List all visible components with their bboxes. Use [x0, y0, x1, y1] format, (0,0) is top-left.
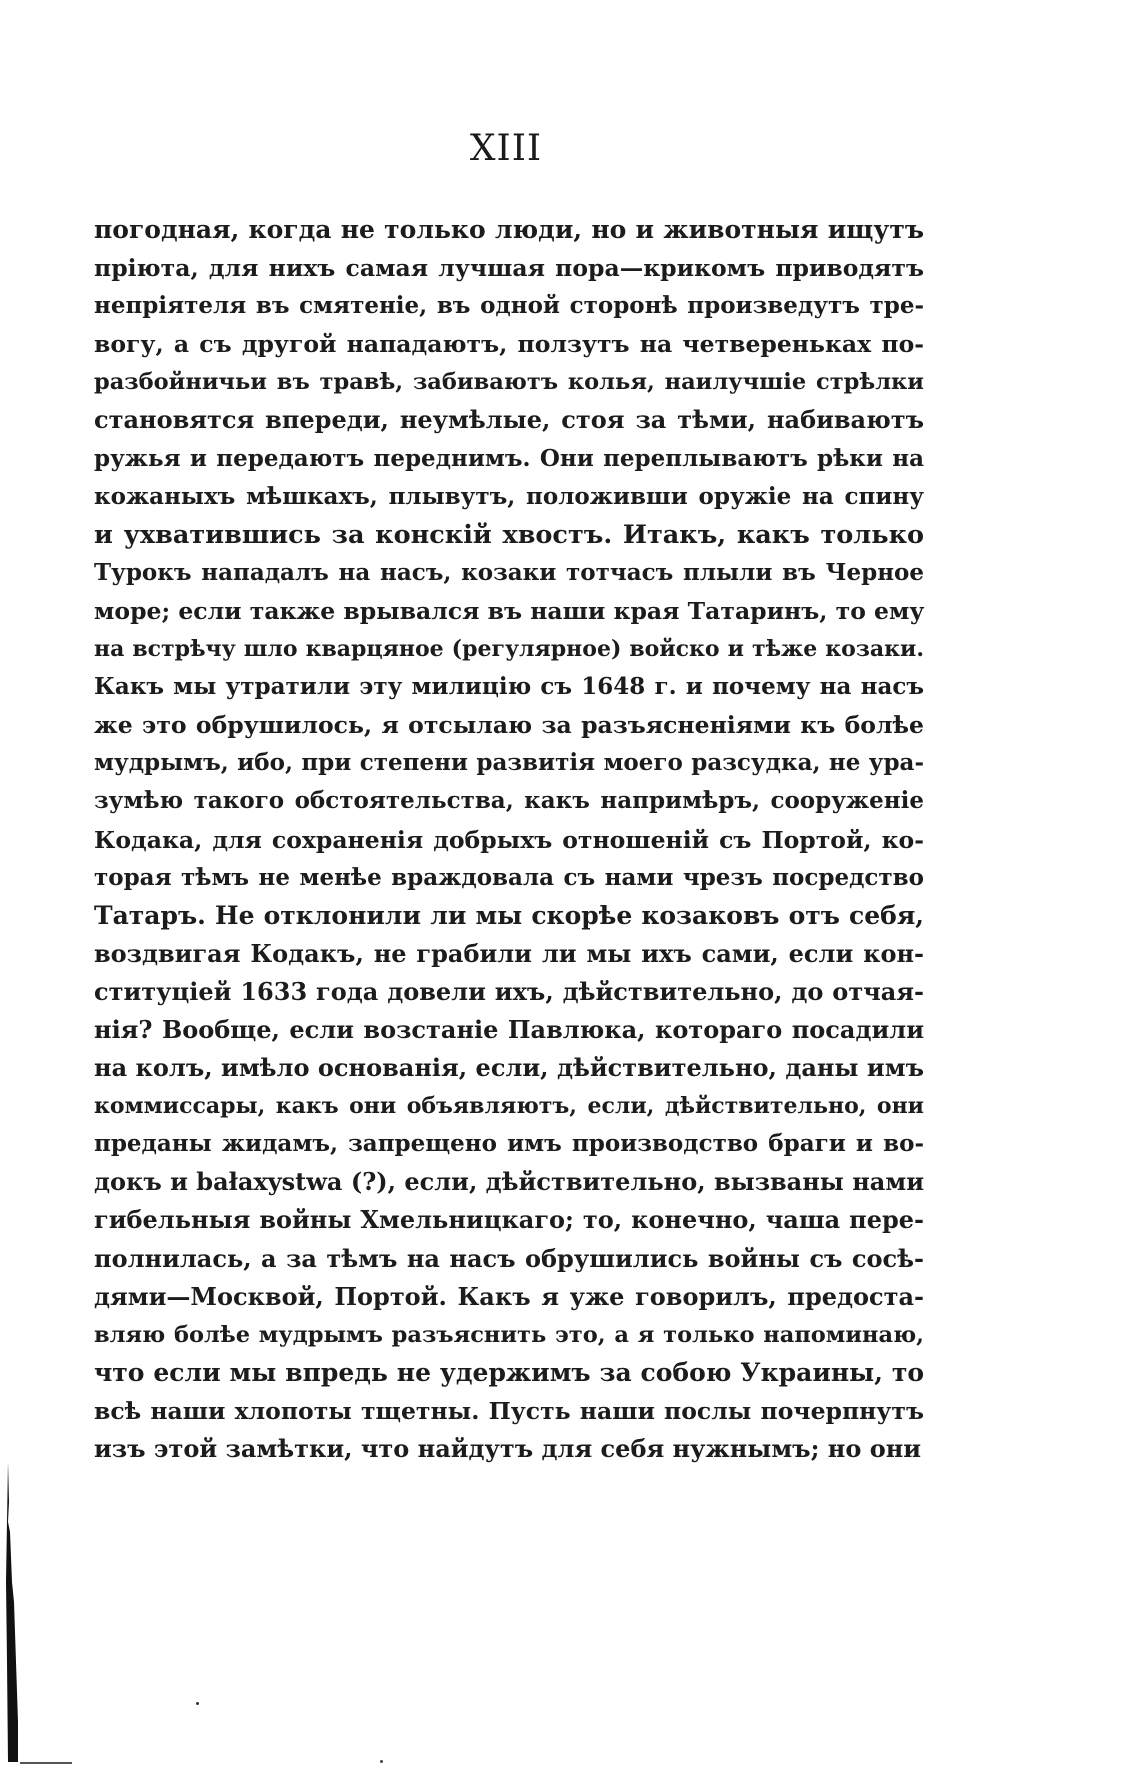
text-line: Татаръ. Не отклонили ли мы скорѣе козаковъ отъ себя, [94, 900, 924, 930]
text-line: докъ и bałaxystwa (?), если, дѣйствительно, вызваны нами [94, 1167, 924, 1197]
text-line: мудрымъ, ибо, при степени развитія моего разсудка, не ура- [94, 749, 924, 777]
text-line: непріятеля въ смятеніе, въ одной сторонѣ произведутъ тре- [94, 292, 924, 320]
text-line: воздвигая Кодакъ, не грабили ли мы ихъ сами, если кон- [94, 938, 924, 968]
text-line: становятся впереди, неумѣлые, стоя за тѣми, набиваютъ [94, 405, 924, 435]
text-line: коммиссары, какъ они объявляютъ, если, дѣйствительно, они [94, 1093, 924, 1120]
scan-speck [196, 1702, 199, 1705]
text-line: всѣ наши хлопоты тщетны. Пусть наши послы почерпнутъ [94, 1396, 924, 1425]
text-line: что если мы впредь не удержимъ за собою Украины, то [94, 1357, 924, 1387]
text-line: вогу, а съ другой нападаютъ, ползутъ на четвереньках по- [94, 330, 924, 359]
text-line: зумѣю такого обстоятельства, какъ напримѣръ, сооруженіе [94, 787, 924, 815]
text-line: вляю болѣе мудрымъ разъяснить это, а я только напоминаю, [94, 1321, 924, 1348]
text-line: погодная, когда не только люди, но и животныя ищутъ [94, 215, 924, 244]
text-line: ружья и передаютъ переднимъ. Они переплываютъ рѣки на [94, 444, 924, 472]
text-line: пріюта, для нихъ самая лучшая пора—крикомъ приводятъ [94, 254, 924, 283]
text-line: море; если также врывался въ наши края Татаринъ, то ему [94, 596, 925, 625]
text-line: изъ этой замѣтки, что найдутъ для себя нужнымъ; но они [94, 1434, 922, 1463]
scan-edge-line [20, 1762, 72, 1764]
text-line: Кодака, для сохраненія добрыхъ отношеній съ Портой, ко- [94, 825, 924, 854]
text-line: ституціей 1633 года довели ихъ, дѣйствительно, до отчая- [94, 976, 924, 1006]
text-line: торая тѣмъ не менѣе враждовала съ нами чрезъ посредство [94, 863, 924, 891]
text-line: Какъ мы утратили эту милицію съ 1648 г. и почему на насъ [94, 673, 924, 701]
text-line: и ухватившись за конскій хвостъ. Итакъ, какъ только [94, 519, 924, 550]
page-number: XIII [469, 128, 543, 169]
scan-speck [380, 1760, 383, 1763]
text-line: на колъ, имѣло основанія, если, дѣйствительно, даны имъ [94, 1053, 924, 1083]
text-line: на встрѣчу шло кварцяное (регулярное) войско и тѣже козаки. [94, 636, 924, 663]
text-line: Турокъ нападалъ на насъ, козаки тотчасъ плыли въ Черное [94, 558, 924, 586]
text-line: нія? Вообще, если возстаніе Павлюка, котораго посадили [94, 1014, 924, 1044]
text-line: кожаныхъ мѣшкахъ, плывутъ, положивши оружіе на спину [94, 482, 924, 510]
body-text [94, 211, 924, 1468]
text-line: разбойничьи въ травѣ, забиваютъ колья, наилучшіе стрѣлки [94, 369, 924, 396]
text-line: дями—Москвой, Портой. Какъ я уже говорилъ, предоста- [94, 1281, 924, 1311]
text-line: преданы жидамъ, запрещено имъ производство браги и во- [94, 1130, 924, 1158]
scan-edge-mark [6, 1462, 22, 1762]
text-line: же это обрушилось, я отсылаю за разъясненіями къ болѣе [94, 711, 924, 740]
text-line: полнилась, а за тѣмъ на насъ обрушились войны съ сосѣ- [94, 1243, 924, 1273]
text-line: гибельныя войны Хмельницкаго; то, конечно, чаша пере- [94, 1205, 924, 1235]
